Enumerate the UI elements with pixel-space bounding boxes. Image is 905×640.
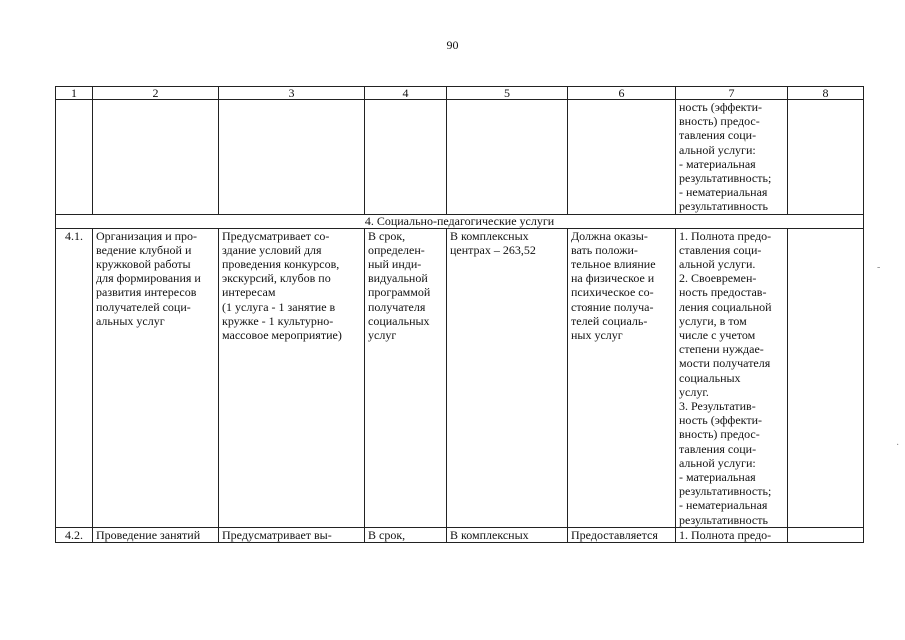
service-term-cell: В срок,	[365, 527, 447, 542]
scan-speck: ·	[896, 440, 900, 451]
row-number: 4.1.	[56, 228, 93, 527]
table-cell	[219, 100, 365, 215]
column-header: 1	[56, 87, 93, 100]
row-number: 4.2.	[56, 527, 93, 542]
table-cell	[788, 100, 864, 215]
service-name-cell: Проведение занятий	[93, 527, 219, 542]
column-header: 5	[447, 87, 568, 100]
table-row	[56, 228, 864, 527]
quality-indicators-cell: ность (эффекти- вность) предос- тавления соци- альной услуги: - материальная результативность; - нематериальная результативность	[676, 100, 788, 215]
service-tariff-cell: В комплексных	[447, 527, 568, 542]
service-description-cell: Предусматривает со- здание условий для проведения конкурсов, экскурсий, клубов по интересам (1 услуга - 1 занятие в кружке - 1 культурно- массовое мероприятие)	[219, 228, 365, 527]
table-cell	[93, 100, 219, 215]
service-name-cell: Организация и про- ведение клубной и кружковой работы для формирования и развития интересов получателей соци- альных услуг	[93, 228, 219, 527]
service-description-cell: Предусматривает вы-	[219, 527, 365, 542]
table-row	[56, 527, 864, 542]
section-title: 4. Социально-педагогические услуги	[56, 214, 864, 228]
column-header: 3	[219, 87, 365, 100]
table-cell	[365, 100, 447, 215]
quality-indicators-cell: 1. Полнота предо-	[676, 527, 788, 542]
page-number: 90	[446, 38, 459, 52]
service-conditions-cell: Предоставляется	[568, 527, 676, 542]
column-header: 4	[365, 87, 447, 100]
quality-indicators-cell: 1. Полнота предо- ставления соци- альной услуги. 2. Своевремен- ность предостав- ления социальной услуги, в том числе с учетом степени нуждае- мости получателя социальных услуг. 3. Результатив- ность (эффекти- вность) предос- тавления соци- альной услуги: - материальная результативность; - нематериальная результативность	[676, 228, 788, 527]
column-header: 6	[568, 87, 676, 100]
services-table	[55, 86, 864, 543]
column-header: 7	[676, 87, 788, 100]
service-tariff-cell: В комплексных центрах – 263,52	[447, 228, 568, 527]
section-row	[56, 214, 864, 228]
service-conditions-cell: Должна оказы- вать положи- тельное влияние на физическое и психическое со- стояние получа- телей социаль- ных услуг	[568, 228, 676, 527]
table-row-continued	[56, 100, 864, 215]
table-cell	[568, 100, 676, 215]
column-header: 2	[93, 87, 219, 100]
table-cell	[56, 100, 93, 215]
evaluation-cell	[788, 527, 864, 542]
service-term-cell: В срок, определен- ный инди- видуальной программой получателя социальных услуг	[365, 228, 447, 527]
scan-speck: -	[877, 262, 881, 273]
column-header: 8	[788, 87, 864, 100]
table-cell	[447, 100, 568, 215]
column-header-row	[56, 87, 864, 100]
evaluation-cell	[788, 228, 864, 527]
